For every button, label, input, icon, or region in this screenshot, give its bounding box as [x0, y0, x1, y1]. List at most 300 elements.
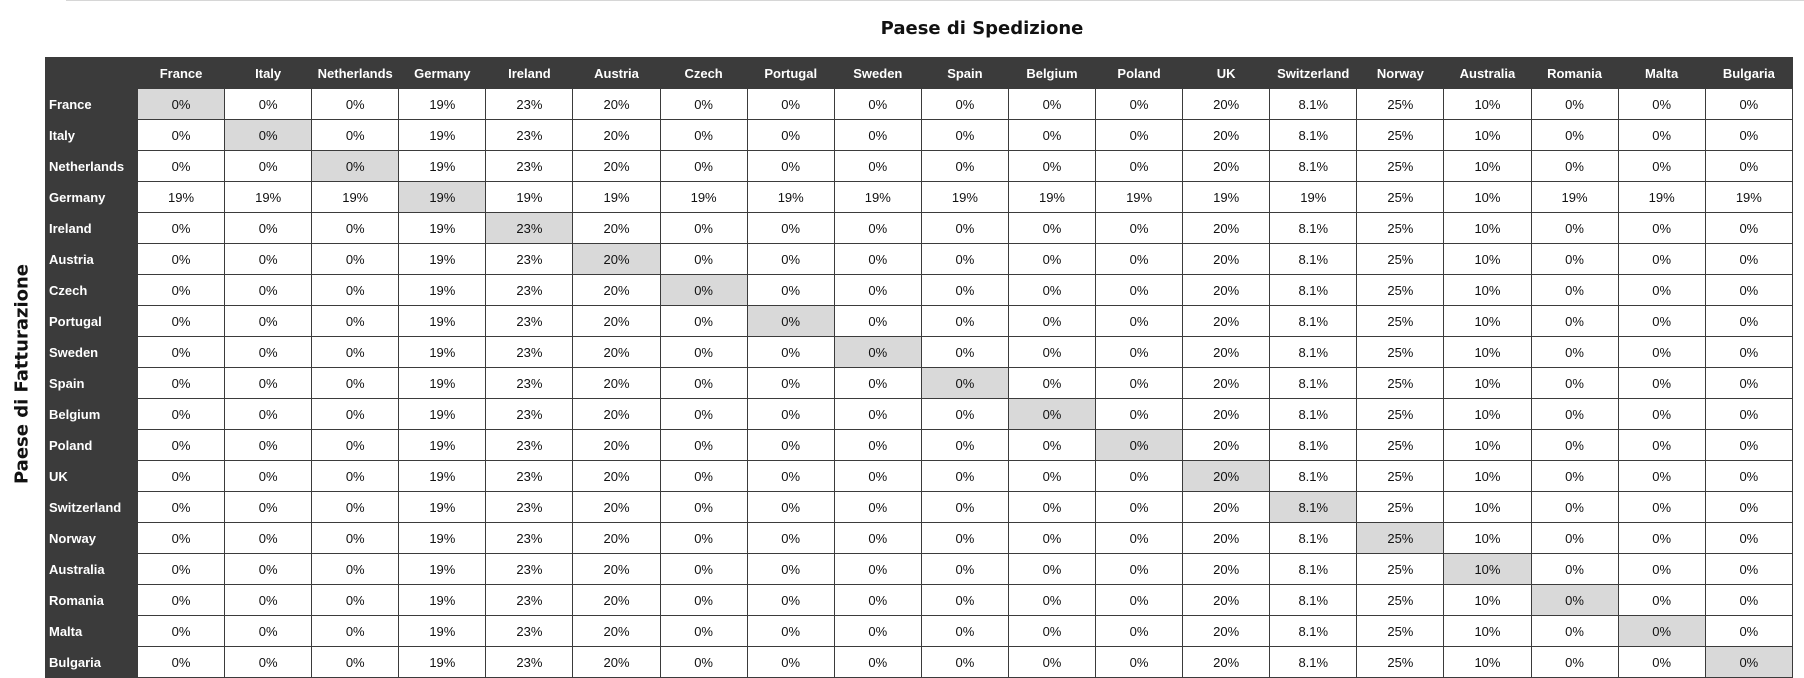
row-axis-title: Paese di Fatturazione [11, 263, 33, 485]
rate-cell: 0% [1008, 244, 1095, 275]
rate-cell: 0% [921, 461, 1008, 492]
rate-cell: 0% [747, 523, 834, 554]
rate-cell: 0% [1705, 151, 1792, 182]
rate-cell: 0% [1096, 151, 1183, 182]
rate-cell: 0% [921, 554, 1008, 585]
rate-cell: 0% [921, 616, 1008, 647]
column-header-poland: Poland [1096, 58, 1183, 89]
rate-cell: 0% [921, 523, 1008, 554]
rate-cell: 0% [138, 585, 225, 616]
rate-cell: 19% [225, 182, 312, 213]
rate-cell: 0% [1705, 492, 1792, 523]
rate-cell: 0% [834, 585, 921, 616]
rate-cell: 20% [573, 492, 660, 523]
rate-cell: 0% [1008, 120, 1095, 151]
rate-cell: 0% [1096, 585, 1183, 616]
rate-cell: 0% [660, 554, 747, 585]
rate-cell: 0% [834, 213, 921, 244]
table-row [46, 616, 1793, 647]
rate-cell: 0% [1531, 399, 1618, 430]
rate-cell: 0% [1618, 585, 1705, 616]
rate-cell: 0% [138, 523, 225, 554]
rate-cell: 0% [225, 120, 312, 151]
rate-cell: 20% [573, 585, 660, 616]
rate-cell: 19% [399, 554, 486, 585]
rate-cell: 0% [1008, 89, 1095, 120]
rate-cell: 25% [1357, 213, 1444, 244]
rate-cell: 0% [1531, 337, 1618, 368]
rate-cell: 10% [1444, 120, 1531, 151]
rate-cell: 0% [312, 430, 399, 461]
rate-cell: 20% [1183, 492, 1270, 523]
row-header-austria: Austria [46, 244, 138, 275]
rate-cell: 0% [747, 492, 834, 523]
rate-cell: 19% [399, 461, 486, 492]
rate-cell: 0% [1096, 275, 1183, 306]
rate-cell: 0% [225, 523, 312, 554]
rate-cell: 0% [312, 306, 399, 337]
rate-cell: 19% [399, 585, 486, 616]
rate-cell: 0% [1008, 213, 1095, 244]
column-header-australia: Australia [1444, 58, 1531, 89]
column-header-ireland: Ireland [486, 58, 573, 89]
rate-cell: 0% [1618, 616, 1705, 647]
table-row [46, 275, 1793, 306]
rate-cell: 0% [1618, 306, 1705, 337]
rate-cell: 0% [921, 306, 1008, 337]
column-header-malta: Malta [1618, 58, 1705, 89]
row-header-netherlands: Netherlands [46, 151, 138, 182]
rate-cell: 10% [1444, 585, 1531, 616]
rate-cell: 0% [834, 616, 921, 647]
rate-cell: 0% [1531, 120, 1618, 151]
rate-cell: 8.1% [1270, 554, 1357, 585]
rate-cell: 0% [1096, 399, 1183, 430]
rate-cell: 8.1% [1270, 647, 1357, 678]
rate-cell: 0% [1096, 647, 1183, 678]
row-header-sweden: Sweden [46, 337, 138, 368]
rate-cell: 0% [1096, 120, 1183, 151]
rate-cell: 25% [1357, 306, 1444, 337]
rate-cell: 0% [1705, 647, 1792, 678]
rate-cell: 0% [1008, 275, 1095, 306]
row-header-switzerland: Switzerland [46, 492, 138, 523]
rate-cell: 25% [1357, 89, 1444, 120]
rate-cell: 8.1% [1270, 399, 1357, 430]
rate-cell: 19% [138, 182, 225, 213]
rate-cell: 0% [660, 616, 747, 647]
rate-cell: 0% [1008, 368, 1095, 399]
rate-cell: 0% [1618, 244, 1705, 275]
rate-cell: 23% [486, 554, 573, 585]
rate-cell: 20% [573, 89, 660, 120]
rate-cell: 10% [1444, 523, 1531, 554]
column-header-spain: Spain [921, 58, 1008, 89]
rate-cell: 0% [834, 430, 921, 461]
rate-cell: 10% [1444, 461, 1531, 492]
rate-cell: 0% [1531, 275, 1618, 306]
rate-cell: 0% [834, 244, 921, 275]
matrix-body [46, 89, 1793, 678]
rate-cell: 0% [834, 399, 921, 430]
rate-cell: 0% [1096, 306, 1183, 337]
rate-cell: 0% [312, 616, 399, 647]
rate-cell: 20% [1183, 368, 1270, 399]
column-axis-title: Paese di Spedizione [880, 18, 1084, 39]
table-row [46, 368, 1793, 399]
rate-cell: 19% [1270, 182, 1357, 213]
rate-cell: 0% [834, 151, 921, 182]
rate-cell: 0% [1008, 399, 1095, 430]
rate-cell: 19% [834, 182, 921, 213]
rate-cell: 0% [225, 89, 312, 120]
rate-cell: 0% [1531, 368, 1618, 399]
row-header-uk: UK [46, 461, 138, 492]
vat-rate-matrix [45, 57, 1793, 678]
rate-cell: 19% [1618, 182, 1705, 213]
rate-cell: 20% [1183, 120, 1270, 151]
rate-cell: 0% [225, 616, 312, 647]
rate-cell: 0% [1705, 399, 1792, 430]
row-header-czech: Czech [46, 275, 138, 306]
rate-cell: 0% [660, 523, 747, 554]
rate-cell: 19% [399, 213, 486, 244]
rate-cell: 0% [138, 337, 225, 368]
rate-cell: 8.1% [1270, 213, 1357, 244]
rate-cell: 0% [834, 523, 921, 554]
rate-cell: 0% [1531, 151, 1618, 182]
rate-cell: 0% [1705, 585, 1792, 616]
rate-cell: 10% [1444, 306, 1531, 337]
rate-cell: 0% [1618, 89, 1705, 120]
rate-cell: 19% [399, 337, 486, 368]
rate-cell: 0% [660, 244, 747, 275]
rate-cell: 0% [138, 554, 225, 585]
rate-cell: 8.1% [1270, 492, 1357, 523]
rate-cell: 0% [921, 647, 1008, 678]
row-header-france: France [46, 89, 138, 120]
rate-cell: 0% [1618, 523, 1705, 554]
column-header-bulgaria: Bulgaria [1705, 58, 1792, 89]
rate-cell: 0% [138, 244, 225, 275]
rate-cell: 23% [486, 337, 573, 368]
rate-cell: 10% [1444, 89, 1531, 120]
rate-cell: 19% [1705, 182, 1792, 213]
rate-cell: 0% [660, 151, 747, 182]
rate-cell: 0% [660, 585, 747, 616]
rate-cell: 0% [747, 399, 834, 430]
rate-cell: 20% [573, 647, 660, 678]
table-row [46, 461, 1793, 492]
table-row [46, 554, 1793, 585]
rate-cell: 25% [1357, 430, 1444, 461]
rate-cell: 23% [486, 647, 573, 678]
rate-cell: 0% [1531, 461, 1618, 492]
rate-cell: 19% [312, 182, 399, 213]
rate-cell: 20% [573, 430, 660, 461]
rate-cell: 0% [1096, 430, 1183, 461]
rate-cell: 20% [1183, 523, 1270, 554]
rate-cell: 10% [1444, 554, 1531, 585]
rate-cell: 19% [399, 275, 486, 306]
rate-cell: 0% [1618, 120, 1705, 151]
rate-cell: 0% [921, 89, 1008, 120]
rate-cell: 0% [747, 244, 834, 275]
rate-cell: 0% [660, 368, 747, 399]
rate-cell: 0% [1096, 492, 1183, 523]
column-header-belgium: Belgium [1008, 58, 1095, 89]
rate-cell: 0% [1096, 461, 1183, 492]
rate-cell: 25% [1357, 585, 1444, 616]
rate-cell: 20% [573, 554, 660, 585]
rate-cell: 0% [921, 399, 1008, 430]
rate-cell: 0% [1531, 89, 1618, 120]
rate-cell: 0% [1705, 120, 1792, 151]
rate-cell: 0% [312, 213, 399, 244]
rate-cell: 0% [660, 120, 747, 151]
rate-cell: 0% [312, 368, 399, 399]
rate-cell: 0% [834, 492, 921, 523]
row-header-bulgaria: Bulgaria [46, 647, 138, 678]
rate-cell: 0% [1096, 368, 1183, 399]
rate-cell: 10% [1444, 368, 1531, 399]
rate-cell: 23% [486, 492, 573, 523]
rate-cell: 0% [1008, 492, 1095, 523]
rate-cell: 8.1% [1270, 461, 1357, 492]
rate-cell: 0% [225, 647, 312, 678]
rate-cell: 0% [1705, 275, 1792, 306]
rate-cell: 20% [573, 461, 660, 492]
rate-cell: 25% [1357, 554, 1444, 585]
table-row [46, 306, 1793, 337]
rate-cell: 0% [1531, 585, 1618, 616]
rate-cell: 0% [1008, 554, 1095, 585]
rate-cell: 8.1% [1270, 89, 1357, 120]
rate-cell: 25% [1357, 647, 1444, 678]
rate-cell: 0% [747, 306, 834, 337]
rate-cell: 0% [1618, 647, 1705, 678]
rate-cell: 23% [486, 151, 573, 182]
rate-cell: 0% [225, 213, 312, 244]
rate-cell: 0% [225, 585, 312, 616]
rate-cell: 0% [921, 337, 1008, 368]
rate-cell: 0% [834, 275, 921, 306]
row-header-malta: Malta [46, 616, 138, 647]
rate-cell: 20% [1183, 151, 1270, 182]
rate-cell: 0% [834, 647, 921, 678]
rate-cell: 0% [1531, 523, 1618, 554]
rate-cell: 19% [399, 368, 486, 399]
rate-cell: 10% [1444, 492, 1531, 523]
table-row [46, 120, 1793, 151]
rate-cell: 19% [399, 120, 486, 151]
rate-cell: 0% [1705, 430, 1792, 461]
rate-cell: 0% [1705, 523, 1792, 554]
rate-cell: 25% [1357, 616, 1444, 647]
rate-cell: 19% [1008, 182, 1095, 213]
rate-cell: 10% [1444, 616, 1531, 647]
rate-cell: 0% [1705, 554, 1792, 585]
rate-cell: 0% [747, 461, 834, 492]
rate-cell: 19% [399, 306, 486, 337]
rate-cell: 8.1% [1270, 337, 1357, 368]
rate-cell: 10% [1444, 337, 1531, 368]
rate-cell: 19% [399, 523, 486, 554]
rate-cell: 23% [486, 430, 573, 461]
rate-cell: 0% [138, 492, 225, 523]
rate-cell: 20% [573, 306, 660, 337]
rate-cell: 25% [1357, 492, 1444, 523]
rate-cell: 0% [312, 89, 399, 120]
rate-cell: 20% [1183, 213, 1270, 244]
rate-cell: 0% [312, 275, 399, 306]
rate-cell: 0% [834, 337, 921, 368]
rate-cell: 0% [660, 399, 747, 430]
rate-cell: 0% [138, 368, 225, 399]
rate-cell: 0% [312, 647, 399, 678]
rate-cell: 0% [225, 430, 312, 461]
rate-cell: 0% [1008, 461, 1095, 492]
rate-cell: 0% [138, 399, 225, 430]
rate-cell: 0% [312, 244, 399, 275]
rate-cell: 25% [1357, 368, 1444, 399]
rate-cell: 0% [1008, 337, 1095, 368]
rate-cell: 20% [573, 244, 660, 275]
rate-cell: 19% [1531, 182, 1618, 213]
rate-cell: 19% [399, 244, 486, 275]
rate-cell: 0% [225, 492, 312, 523]
rate-cell: 8.1% [1270, 151, 1357, 182]
rate-cell: 0% [138, 151, 225, 182]
rate-cell: 23% [486, 306, 573, 337]
rate-cell: 0% [747, 368, 834, 399]
rate-cell: 23% [486, 399, 573, 430]
rate-cell: 19% [486, 182, 573, 213]
rate-cell: 0% [138, 461, 225, 492]
rate-cell: 0% [660, 337, 747, 368]
rate-cell: 10% [1444, 151, 1531, 182]
column-header-romania: Romania [1531, 58, 1618, 89]
rate-cell: 0% [138, 616, 225, 647]
rate-cell: 0% [747, 430, 834, 461]
rate-cell: 0% [312, 461, 399, 492]
rate-cell: 0% [138, 275, 225, 306]
rate-cell: 0% [834, 554, 921, 585]
rate-cell: 23% [486, 368, 573, 399]
table-row [46, 430, 1793, 461]
rate-cell: 25% [1357, 461, 1444, 492]
column-header-czech: Czech [660, 58, 747, 89]
rate-cell: 0% [660, 492, 747, 523]
rate-cell: 0% [1618, 492, 1705, 523]
rate-cell: 0% [138, 213, 225, 244]
rate-cell: 0% [921, 368, 1008, 399]
rate-cell: 0% [1008, 306, 1095, 337]
rate-cell: 23% [486, 461, 573, 492]
rate-cell: 25% [1357, 399, 1444, 430]
rate-cell: 0% [138, 430, 225, 461]
rate-cell: 0% [747, 647, 834, 678]
rate-cell: 0% [1531, 430, 1618, 461]
rate-cell: 0% [921, 275, 1008, 306]
rate-cell: 0% [1096, 554, 1183, 585]
table-row [46, 337, 1793, 368]
rate-cell: 20% [1183, 399, 1270, 430]
rate-cell: 23% [486, 120, 573, 151]
column-header-france: France [138, 58, 225, 89]
rate-cell: 0% [312, 492, 399, 523]
rate-cell: 0% [1531, 492, 1618, 523]
rate-cell: 0% [834, 461, 921, 492]
rate-cell: 0% [660, 430, 747, 461]
rate-cell: 8.1% [1270, 120, 1357, 151]
column-header-portugal: Portugal [747, 58, 834, 89]
rate-cell: 0% [225, 399, 312, 430]
rate-cell: 20% [573, 275, 660, 306]
rate-cell: 23% [486, 523, 573, 554]
rate-cell: 10% [1444, 399, 1531, 430]
rate-cell: 0% [921, 585, 1008, 616]
rate-cell: 0% [1618, 399, 1705, 430]
row-header-italy: Italy [46, 120, 138, 151]
rate-cell: 10% [1444, 430, 1531, 461]
rate-cell: 0% [225, 306, 312, 337]
rate-cell: 0% [225, 151, 312, 182]
rate-cell: 0% [1618, 430, 1705, 461]
rate-cell: 0% [312, 151, 399, 182]
rate-cell: 8.1% [1270, 275, 1357, 306]
rate-cell: 0% [747, 275, 834, 306]
rate-cell: 10% [1444, 182, 1531, 213]
rate-cell: 0% [225, 368, 312, 399]
rate-cell: 0% [1531, 554, 1618, 585]
rate-cell: 0% [138, 306, 225, 337]
rate-cell: 0% [660, 306, 747, 337]
rate-cell: 0% [1008, 647, 1095, 678]
row-header-portugal: Portugal [46, 306, 138, 337]
rate-cell: 0% [1008, 430, 1095, 461]
rate-cell: 0% [1008, 151, 1095, 182]
table-row [46, 151, 1793, 182]
rate-cell: 0% [660, 275, 747, 306]
rate-cell: 20% [1183, 244, 1270, 275]
table-row [46, 492, 1793, 523]
rate-cell: 0% [921, 244, 1008, 275]
rate-cell: 0% [1531, 213, 1618, 244]
top-divider [66, 0, 1804, 1]
row-header-belgium: Belgium [46, 399, 138, 430]
rate-cell: 20% [573, 368, 660, 399]
rate-cell: 0% [1705, 461, 1792, 492]
row-header-germany: Germany [46, 182, 138, 213]
rate-cell: 23% [486, 213, 573, 244]
rate-cell: 0% [312, 523, 399, 554]
rate-cell: 0% [1096, 89, 1183, 120]
rate-cell: 20% [573, 399, 660, 430]
rate-cell: 0% [1618, 337, 1705, 368]
rate-cell: 0% [1008, 585, 1095, 616]
rate-cell: 0% [1705, 337, 1792, 368]
rate-cell: 20% [573, 213, 660, 244]
rate-cell: 25% [1357, 275, 1444, 306]
rate-cell: 20% [1183, 337, 1270, 368]
rate-cell: 8.1% [1270, 368, 1357, 399]
rate-cell: 0% [1531, 244, 1618, 275]
rate-cell: 0% [921, 492, 1008, 523]
rate-cell: 0% [312, 554, 399, 585]
column-header-germany: Germany [399, 58, 486, 89]
rate-cell: 0% [225, 275, 312, 306]
